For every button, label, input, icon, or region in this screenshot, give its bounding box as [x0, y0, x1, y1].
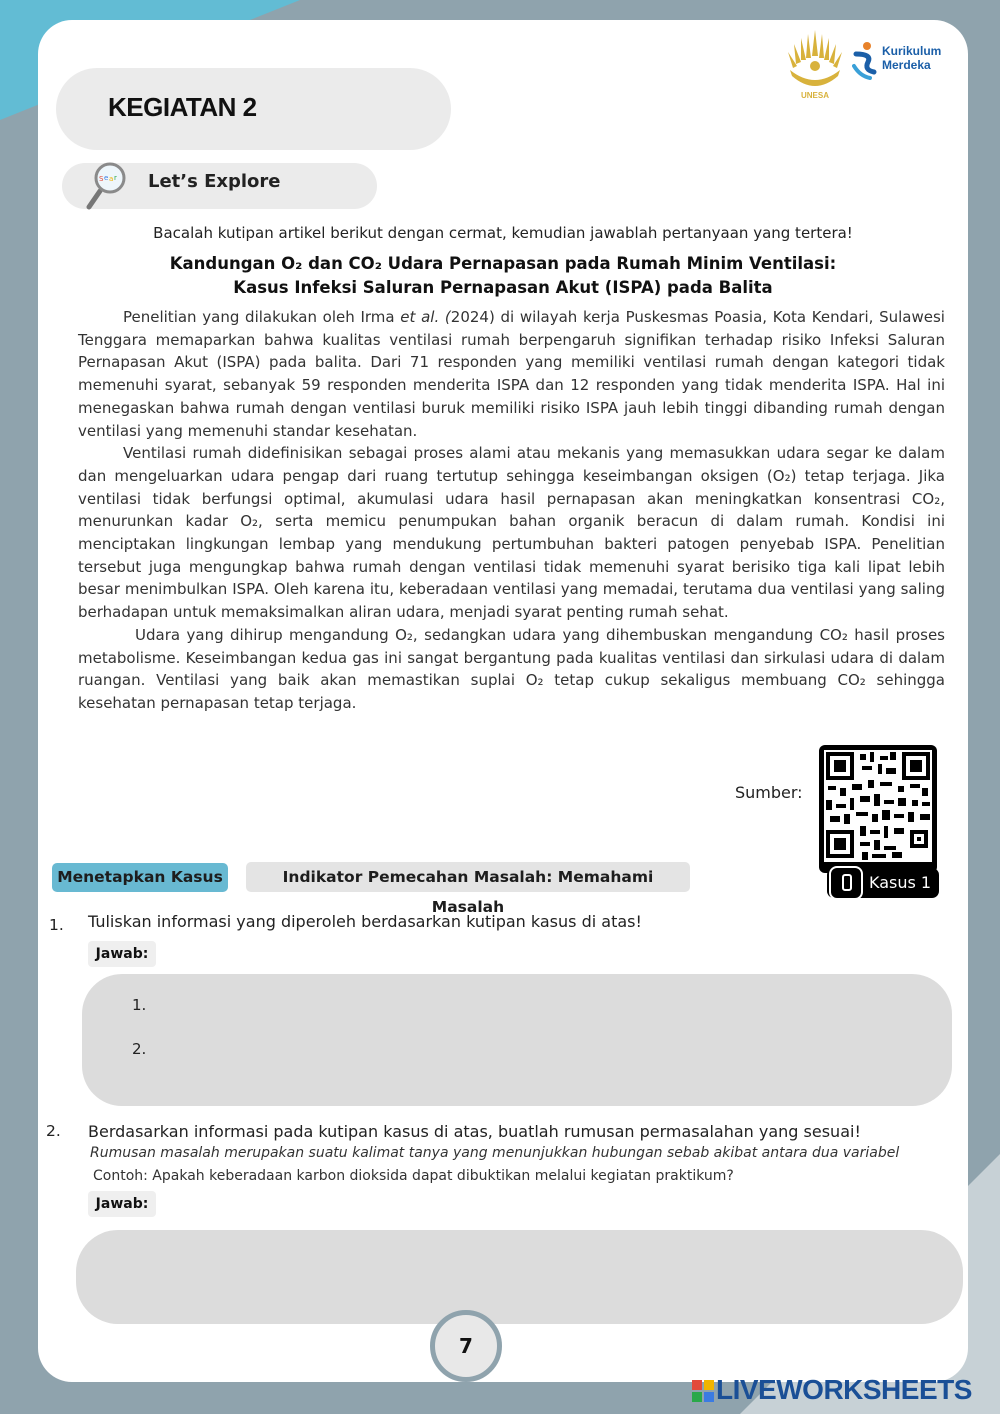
article-paragraph-3: Udara yang dihirup mengandung O₂, sedangkan udara yang dihembuskan mengandung CO₂ hasil proses metabolisme. Keseimbangan kedua gas ini sangat bergantung pada kualitas ventilasi dan sirkulasi udara di dalam ruangan. Ventilasi yang baik akan memastikan suplai O₂ tetap cukup sekaligus membuang CO₂ sehingga kesehatan pernapasan tetap terjaga. [78, 625, 945, 712]
svg-text:S: S [99, 175, 104, 183]
question-2-text: Berdasarkan informasi pada kutipan kasus di atas, buatlah rumusan permasalahan yang sesuai! [88, 1122, 861, 1141]
source-qr-code[interactable] [819, 745, 937, 873]
paragraph-1-start: Penelitian yang dilakukan oleh Irma [123, 308, 401, 326]
phone-icon [829, 866, 863, 900]
kurikulum-merdeka-icon [852, 40, 880, 80]
question-1-number: 1. [49, 916, 64, 934]
question-2-example: Contoh: Apakah keberadaan karbon dioksida dapat dibuktikan melalui kegiatan praktikum? [93, 1168, 734, 1184]
svg-text:e: e [104, 174, 109, 182]
kurikulum-logo-line2: Merdeka [882, 58, 931, 72]
source-label: Sumber: [735, 783, 803, 802]
question-2-answer-label: Jawab: [88, 1191, 156, 1217]
article-title-line2: Kasus Infeksi Saluran Pernapasan Akut (ISPA) pada Balita [233, 278, 773, 297]
case-tag: Menetapkan Kasus [52, 863, 228, 892]
svg-text:a: a [109, 175, 114, 183]
qr-code-pattern-icon [824, 750, 932, 862]
kurikulum-merdeka-logo [852, 40, 942, 84]
question-1-text: Tuliskan informasi yang diperoleh berdasarkan kutipan kasus di atas! [88, 912, 642, 931]
question-1-answer-label: Jawab: [88, 941, 156, 967]
article-title [38, 252, 968, 300]
article-paragraph-1 [78, 306, 945, 442]
indicator-tag: Indikator Pemecahan Masalah: Memahami Masalah [246, 862, 690, 892]
svg-text:r: r [114, 174, 117, 182]
kurikulum-logo-line1: Kurikulum [882, 44, 942, 58]
kasus-label: Kasus 1 [869, 873, 932, 892]
liveworksheets-text: LIVEWORKSHEETS [716, 1374, 972, 1405]
magnifier-search-icon [86, 161, 130, 211]
question-2-answer-box[interactable] [76, 1230, 963, 1324]
liveworksheets-logo-icon [692, 1380, 714, 1402]
worksheet-page [38, 20, 968, 1382]
paragraph-1-italic: et al. ( [400, 308, 451, 326]
article-body [78, 306, 945, 715]
page-number: 7 [430, 1310, 502, 1382]
reading-instruction: Bacalah kutipan artikel berikut dengan cermat, kemudian jawablah pertanyaan yang tertera! [153, 224, 853, 242]
lets-explore-heading: Let’s Explore [148, 171, 281, 192]
unesa-logo-icon [782, 26, 848, 100]
question-2-number: 2. [46, 1122, 61, 1140]
answer-1-item-1: 1. [132, 996, 147, 1014]
article-paragraph-2: Ventilasi rumah didefinisikan sebagai proses alami atau mekanis yang memasukkan udara segar ke dalam dan mengeluarkan udara pengap dari ruang tertutup sehingga keseimbangan oksigen (O₂) tetap terjaga. Jika ventilasi tidak berfungsi optimal, akumulasi udara hasil pernapasan akan meningkatkan konsentrasi CO₂, menurunkan kadar O₂, serta memicu penumpukan bahan organik beracun di dalam rumah. Kondisi ini menciptakan lingkungan lembap yang mendukung pertumbuhan bakteri patogen penyebab ISPA. Penelitian tersebut juga mengungkap bahwa rumah dengan ventilasi tidak memenuhi syarat berisiko tiga kali lipat lebih besar menimbulkan ISPA. Oleh karena itu, keberadaan ventilasi yang memadai, terutama dua ventilasi yang saling berhadapan untuk memaksimalkan aliran udara, menjadi syarat penting rumah sehat. [78, 444, 945, 622]
kasus-1-link[interactable] [827, 868, 939, 898]
svg-text:UNESA: UNESA [800, 91, 830, 100]
answer-1-item-2: 2. [132, 1040, 147, 1058]
question-1-answer-box[interactable] [82, 974, 952, 1106]
article-title-line1: Kandungan O₂ dan CO₂ Udara Pernapasan pada Rumah Minim Ventilasi: [169, 254, 837, 273]
activity-title: KEGIATAN 2 [108, 92, 257, 122]
question-2-note: Rumusan masalah merupakan suatu kalimat tanya yang menunjukkan hubungan sebab akibat antara dua variabel [90, 1145, 900, 1161]
paragraph-1-rest: 2024) di wilayah kerja Puskesmas Poasia, Kota Kendari, Sulawesi Tenggara memaparkan bahwa kualitas ventilasi rumah berpengaruh signifikan terhadap risiko Infeksi Saluran Pernapasan Akut (ISPA) pada balita. Dari 71 responden yang memiliki ventilasi rumah dengan kategori tidak memenuhi syarat, sebanyak 59 responden menderita ISPA dan 12 responden yang tidak menderita ISPA. Hal ini menegaskan bahwa rumah dengan ventilasi buruk memiliki risiko ISPA jauh lebih tinggi dibanding rumah dengan ventilasi yang memenuhi standar kesehatan. [78, 308, 945, 440]
